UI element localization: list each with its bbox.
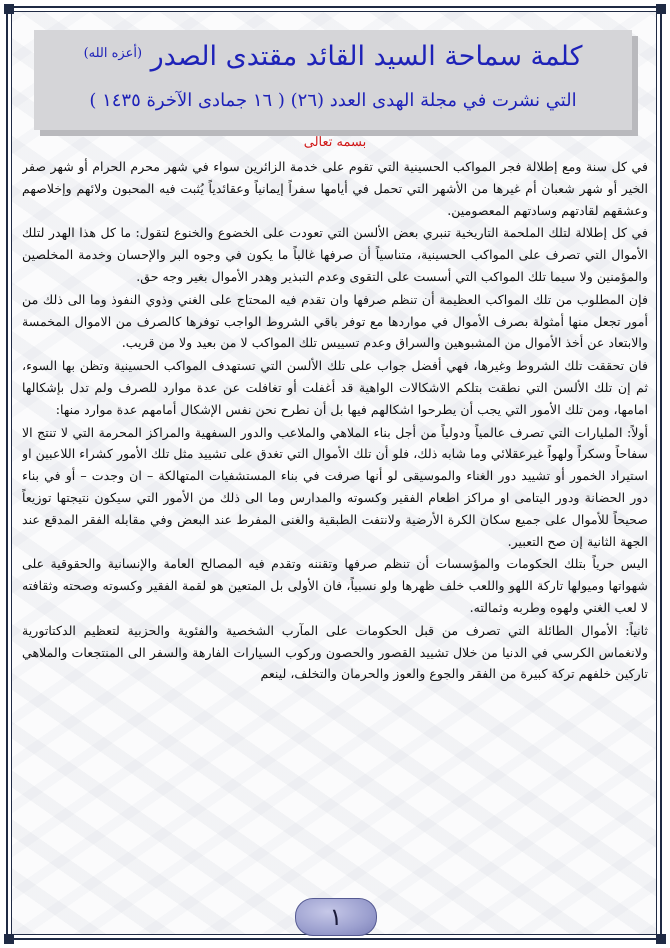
paragraph: في كل سنة ومع إطلالة فجر المواكب الحسينية التي تقوم على خدمة الزائرين سواء في شهر محرم الحرام أو شهر صفر الخير أو شهر شعبان أم غيرها من الأشهر التي تحمل في أيامها سفراً إيمانياً وعقائدياً يُثبت فيه المحبون ولائهم وإخلاصهم وعشقهم لقادتهم وسادتهم المعصومين. [22,159,648,218]
page-subtitle: التي نشرت في مجلة الهدى العدد (٢٦) ( ١٦ جمادى الآخرة ١٤٣٥ ) [89,90,577,111]
corner-ornament [656,4,666,14]
title-text: كلمة سماحة السيد القائد مقتدى الصدر [150,41,583,72]
paragraph: اليس حرياً بتلك الحكومات والمؤسسات أن تنظم صرفها وتقننه وتقدم فيه المصالح العامة والإنسانية والحقوقية على شهواتها وميولها تاركة اللهو واللعب خلف ظهرها ولو نسبياً، فان الأولى بل المتعين هو لقمة الفقير وكسوته وصحته وثقافته لا لعب الغني ولهوه وطربه وثمالته. [22,556,648,615]
paragraph: في كل إطلالة لتلك الملحمة التاريخية تنبري بعض الألسن التي تعودت على الخضوع والخنوع لتقول: ما كل هذا الهدر لتلك الأموال التي تصرف على المواكب الحسينية، متناسياً أن صرفها غالباً ما يكون في وجوه البر والإحسان وخدمة المخلصين والمؤمنين ولا سيما تلك المواكب التي أسست على التقوى وعدم التبذير وهدر الأموال بغير وجه حق. [22,225,648,284]
basmala: بسمه تعالى [303,135,367,150]
article-body [22,156,648,891]
paragraph: ثانياً: الأموال الطائلة التي تصرف من قبل الحكومات على المآرب الشخصية والفئوية والحزبية لتعظيم الدكتاتورية ولانغماس الكرسي في الدنيا من خلال تشييد القصور والحصون وركوب السيارات الفارهة والسفر الى المنتجعات والملاهي تاركين خلفهم تركة كبيرة من الفقر والجوع والعوز والحرمان والتخلف، لينعم [22,622,648,682]
paragraph: أولاً: المليارات التي تصرف عالمياً ودولياً من أجل بناء الملاهي والملاعب والدور السفهية والمراكز المحرمة التي لا تنتج الا سفاحاً وسكراً ولهواً غيرعقلائي وما شابه ذلك، فلو أن تلك الأموال التي تغدق على تشييد مثل تلك الأمور كشراء اللاعبين او استيراد الخمور أو تشييد دور الغناء والموسيقى لو أنها صرفت في بناء المستشفيات المتهالكة – ان وجدت – أو في بناء دور الحضانة ودور اليتامى او مراكز اطعام الفقير وكسوته والمدارس وما الى ذلك من الأمور التي سيكون نتيجتها توزيعاً صحيحاً للأموال على جميع سكان الكرة الأرضية ولانتفت الطبقية والغنى المفرط عند البعض وفي مقابله الفقر المدقع عند الجهة الثانية إن صح التعبير. [22,424,648,549]
page-title [34,40,632,79]
page-number: ١ [295,898,377,936]
corner-ornament [656,934,666,944]
paragraph: فإن المطلوب من تلك المواكب العظيمة أن تنظم صرفها وان تقدم فيه المحتاج على الغني وذوي النفوذ وما الى ذلك من أمور تجعل منها أمثولة بصرف الأموال في مواردها مع توفر باقي الشروط الواجب توفرها كالصرف من الاموال المخمسة والابتعاد عن أخذ الأموال من المشبوهين والسراق وعدم تسييس تلك المواكب لا من بعيد ولا من قريب. [22,291,648,351]
paragraph: فان تحققت تلك الشروط وغيرها، فهي أفضل جواب على تلك الألسن التي تستهدف المواكب الحسينية وتظن بها السوء، ثم إن تلك الألسن التي نطقت بتلكم الاشكالات الواهية قد أغفلت أو تغافلت عن عدة موارد للصرف ولم تدل بإشكالها امامها، ومن تلك الأمور التي يجب أن يطرحوا اشكالهم فيها بل أن نطرح نحن نفس الإشكال أمامهم عدة موارد منها: [22,358,648,417]
corner-ornament [4,4,14,14]
header-box [34,30,632,130]
title-honorific: (أعزه الله) [83,46,143,61]
corner-ornament [4,934,14,944]
